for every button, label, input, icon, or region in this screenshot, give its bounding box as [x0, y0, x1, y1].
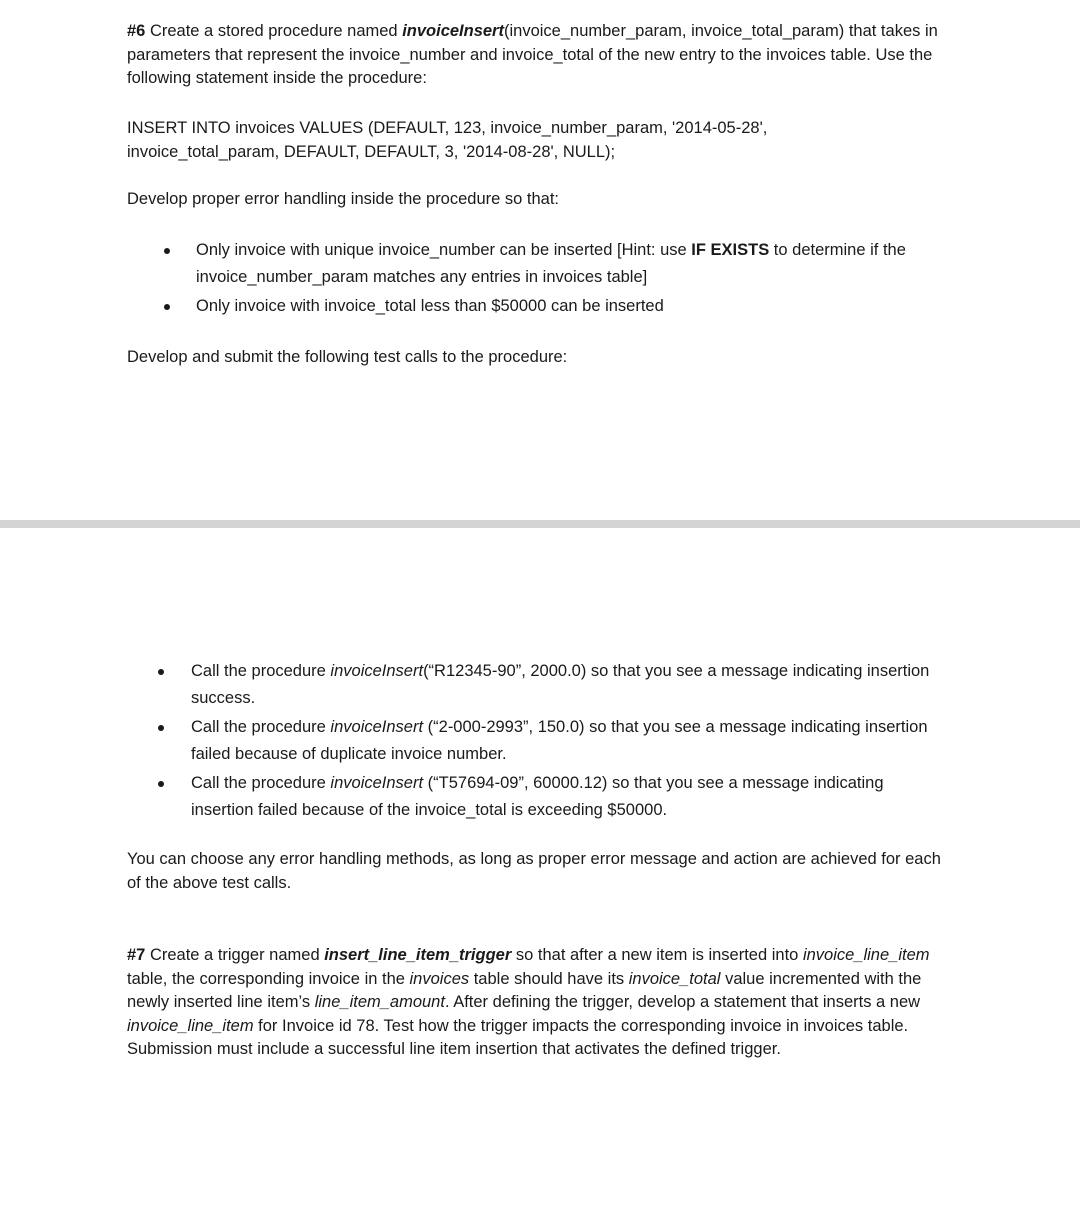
q6-number: #6: [127, 22, 146, 40]
closing-note: You can choose any error handling methods, as long as proper error message and action are achieved for each of the above test calls.: [127, 850, 941, 892]
bullet-icon: [158, 725, 164, 731]
list-item: Call the procedure invoiceInsert (“T57694-09”, 60000.12) so that you see a message indicating insertion failed because of the invoice_total is exceeding $50000.: [0, 770, 941, 824]
test-calls-list: [0, 658, 1080, 824]
bullet-icon: [158, 669, 164, 675]
procedure-name: invoiceInsert: [402, 22, 504, 40]
tests-intro: Develop and submit the following test calls to the procedure:: [127, 348, 568, 366]
list-item: Only invoice with invoice_total less than $50000 can be inserted: [0, 293, 941, 320]
bullet-icon: [164, 248, 170, 254]
list-item: Call the procedure invoiceInsert (“2-000-2993”, 150.0) so that you see a message indicating insertion failed because of duplicate invoice number.: [0, 714, 941, 768]
q6-intro: #6 Create a stored procedure named invoiceInsert(invoice_number_param, invoice_total_param) that takes in parameters that represent the invoice_number and invoice_total of the new entry to the invoices table. Use the following statement inside the procedure:: [127, 22, 938, 87]
error-handling-intro: Develop proper error handling inside the procedure so that:: [127, 190, 560, 208]
sql-statement: INSERT INTO invoices VALUES (DEFAULT, 123, invoice_number_param, '2014-05-28', invoice_total_param, DEFAULT, DEFAULT, 3, '2014-08-28', NULL);: [127, 119, 768, 161]
bullet-icon: [164, 304, 170, 310]
document-page-1: [0, 0, 1080, 520]
error-rules-list: [0, 237, 1080, 320]
q7-number: #7: [127, 946, 146, 964]
document-page-2: [0, 528, 1080, 1213]
list-item: Call the procedure invoiceInsert(“R12345-90”, 2000.0) so that you see a message indicating insertion success.: [0, 658, 941, 712]
q7-paragraph: #7 Create a trigger named insert_line_item_trigger so that after a new item is inserted into invoice_line_item table, the corresponding invoice in the invoices table should have its invoice_total value incremented with the newly inserted line item’s line_item_amount. After defining the trigger, develop a statement that inserts a new invoice_line_item for Invoice id 78. Test how the trigger impacts the corresponding invoice in invoices table. Submission must include a successful line item insertion that activates the defined trigger.: [127, 946, 930, 1058]
trigger-name: insert_line_item_trigger: [324, 946, 512, 964]
bullet-icon: [158, 781, 164, 787]
page-separator: [0, 520, 1080, 528]
list-item: Only invoice with unique invoice_number can be inserted [Hint: use IF EXISTS to determine if the invoice_number_param matches any entries in invoices table]: [0, 237, 941, 291]
